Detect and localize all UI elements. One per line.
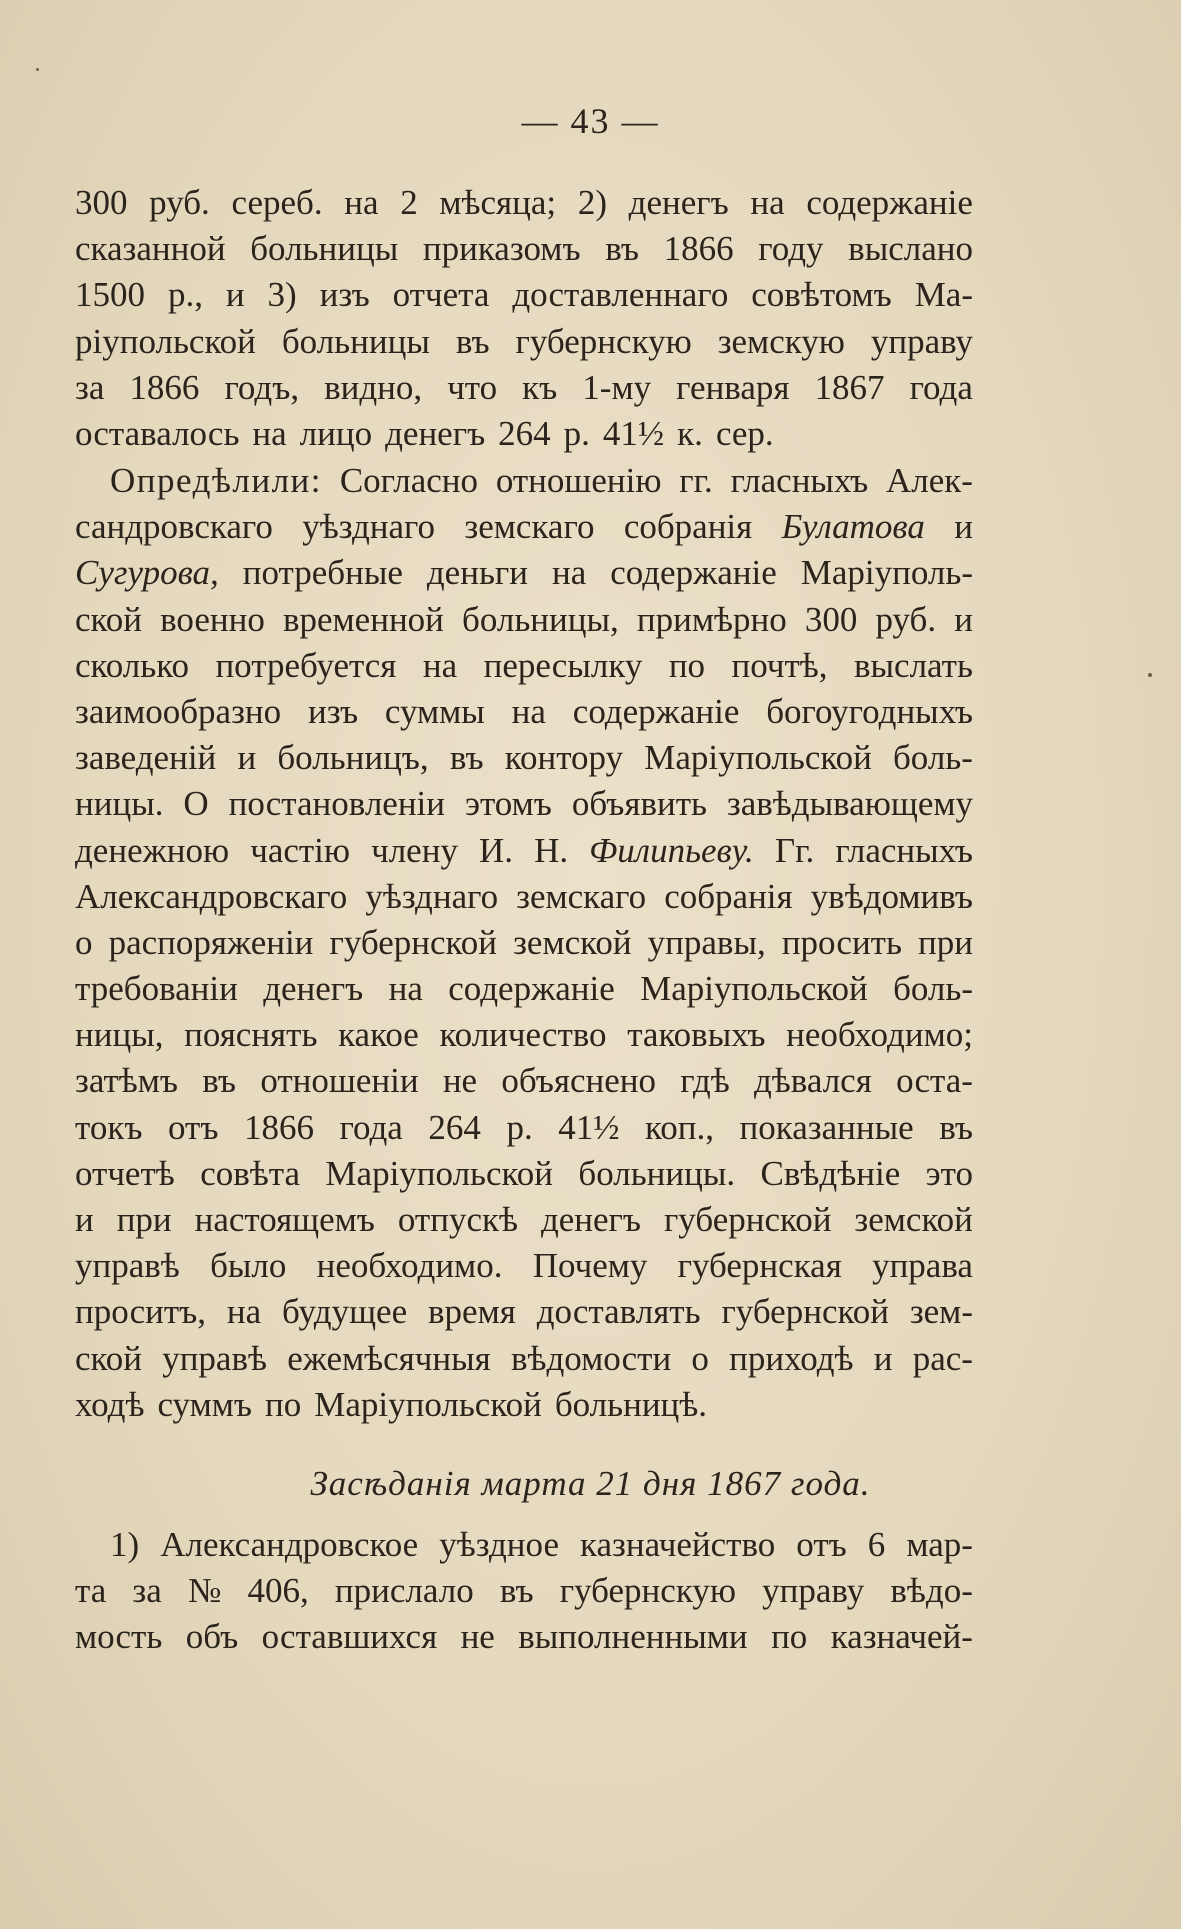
word: Ма- (914, 275, 973, 315)
text-line (75, 781, 973, 827)
word: больницы. (578, 1153, 736, 1193)
word: временной (282, 599, 444, 639)
word: 2 (400, 183, 418, 222)
word: больницѣ. (554, 1384, 708, 1424)
word: содержаніе (610, 553, 777, 593)
word: какое (338, 1015, 419, 1055)
text-line (75, 597, 973, 643)
word: годъ, (224, 367, 300, 407)
word: изъ (307, 691, 359, 731)
paragraph-2 (75, 458, 973, 1428)
word: на (388, 969, 423, 1009)
word: пересылку (483, 645, 643, 685)
word: управѣ (162, 1338, 267, 1378)
word: на (344, 183, 379, 222)
word: 2) (577, 183, 607, 222)
word: мѣсяца; (439, 183, 557, 222)
word: ской (75, 1338, 142, 1378)
word: заведеній (75, 738, 217, 778)
word: отношенію (495, 461, 662, 500)
word: за (132, 1571, 162, 1611)
word: сереб. (231, 183, 323, 222)
word: отъ (796, 1525, 847, 1564)
word: выслано (848, 229, 973, 269)
word: въ (449, 738, 484, 778)
text-line (75, 365, 973, 411)
word: 1) (110, 1525, 140, 1564)
word: денегъ (540, 1200, 641, 1239)
word: завѣдывающему (726, 784, 973, 824)
text-line (75, 226, 973, 272)
word: сколько (75, 645, 189, 685)
word: на (226, 1292, 262, 1332)
word: ріупольской (75, 321, 256, 361)
text-line (75, 180, 973, 226)
word: казначей- (830, 1617, 973, 1657)
word: пояснять (184, 1015, 318, 1055)
text-line (75, 1382, 973, 1428)
word: руб. (875, 599, 937, 639)
word: ходѣ (75, 1384, 145, 1424)
word: это (925, 1153, 973, 1193)
word: на (511, 691, 546, 731)
word: содержаніе (448, 969, 615, 1009)
word: показанные (739, 1107, 914, 1147)
word: приказомъ (422, 229, 581, 269)
word: коп., (645, 1107, 714, 1147)
paper-speck (36, 68, 39, 71)
word: доставлять (536, 1292, 701, 1332)
word: объ (185, 1617, 239, 1657)
paragraph-1 (75, 180, 973, 457)
word: ницы, (75, 1015, 164, 1055)
word: ницы. (75, 784, 164, 824)
text-line (75, 319, 973, 365)
word: затѣмъ (75, 1061, 179, 1101)
word: не (442, 1061, 478, 1101)
word: богоугодныхъ (766, 691, 973, 731)
word: въ (939, 1107, 973, 1147)
word: больницы (281, 321, 430, 361)
word: приходѣ (729, 1338, 854, 1378)
word: земской (513, 922, 632, 962)
word: губернскую (559, 1571, 736, 1611)
word: лицо (299, 413, 373, 453)
word: Александровскаго (75, 876, 348, 916)
word: управѣ (75, 1246, 180, 1286)
word: 1866 (663, 229, 734, 269)
word: и (237, 738, 257, 778)
word: оставалось (75, 413, 240, 453)
word: губернскую (515, 321, 692, 361)
word: Маріупольской (314, 1384, 542, 1424)
word: Маріупольской (640, 969, 868, 1009)
word: настоящемъ (194, 1200, 375, 1239)
word: боль- (892, 738, 973, 778)
word: больницъ, (277, 738, 429, 778)
word: руб. (149, 183, 210, 222)
word: губернской (721, 1292, 889, 1332)
word: 1500 (75, 275, 145, 315)
word: генваря (676, 367, 790, 407)
word: о (691, 1338, 709, 1378)
word: гласныхъ (730, 461, 869, 500)
word: совѣтомъ (751, 275, 892, 315)
word: р. (563, 413, 590, 453)
word: ской (75, 599, 142, 639)
word: уѣздное (439, 1525, 559, 1564)
word: земской (854, 1200, 973, 1239)
word: денегъ (385, 413, 486, 453)
text-line (75, 1197, 973, 1243)
word: та (75, 1571, 107, 1611)
word: въ (202, 1061, 237, 1101)
word: 6 (867, 1525, 886, 1564)
word: по (265, 1384, 302, 1424)
text-line (75, 1336, 973, 1382)
word: отъ (167, 1107, 219, 1147)
text-line (75, 1243, 973, 1289)
word: просить (781, 922, 902, 962)
word: примѣрно (636, 599, 787, 639)
word: токъ (75, 1107, 143, 1147)
word: выполненными (518, 1617, 748, 1657)
word: вѣдо- (890, 1571, 973, 1611)
word: частію (250, 830, 351, 870)
word: военно (160, 599, 265, 639)
word: къ (522, 367, 558, 407)
text-line (75, 1568, 973, 1614)
word: Алек- (886, 461, 973, 500)
word: управа (872, 1246, 973, 1286)
word: суммъ (157, 1384, 252, 1424)
word: уѣзднаго (365, 876, 499, 916)
word: совѣта (200, 1153, 301, 1193)
word: оставшихся (261, 1617, 438, 1657)
section-heading: Засѣданія марта 21 дня 1867 года. (310, 1464, 871, 1503)
word: оста- (896, 1061, 973, 1101)
word: суммы (384, 691, 485, 731)
word: земскаго (516, 876, 647, 916)
word: Свѣдѣніе (760, 1153, 901, 1193)
word: собранія (664, 876, 793, 916)
word: увѣдомивъ (810, 876, 973, 916)
word: 3) (267, 275, 297, 315)
word: по (668, 645, 706, 685)
text-line (75, 874, 973, 920)
word: 264 (428, 1107, 481, 1147)
word: отчетѣ (75, 1153, 175, 1193)
word: видно, (324, 367, 423, 407)
word: мость (75, 1617, 163, 1657)
word: сандровскаго (75, 507, 273, 547)
word: заимообразно (75, 691, 282, 731)
word: Филипьеву. (589, 830, 754, 870)
word: потребуется (215, 645, 397, 685)
word: гласныхъ (835, 830, 973, 870)
word: Булатова (781, 507, 925, 547)
word: требованіи (75, 969, 238, 1009)
word: сер. (715, 413, 774, 453)
word: губернской (329, 922, 497, 962)
paper-speck (1148, 673, 1152, 677)
word: Согласно (339, 461, 479, 500)
text-line (75, 643, 973, 689)
word: 41½ (558, 1107, 620, 1147)
word: на (750, 183, 785, 222)
word: необходимо. (316, 1246, 503, 1286)
word: деньги (426, 553, 528, 593)
word: и (954, 507, 973, 547)
word: 406, (247, 1571, 309, 1611)
word: губернская (677, 1246, 842, 1286)
word: таковыхъ (627, 1015, 766, 1055)
word: гдѣ (680, 1061, 730, 1101)
word: Гг. (774, 830, 815, 870)
word: въ (499, 1571, 534, 1611)
text-line (75, 504, 973, 550)
word: губернской (663, 1200, 832, 1239)
word: 41½ (602, 413, 665, 453)
word: рас- (912, 1338, 973, 1378)
word: управу (762, 1571, 865, 1611)
text-line (75, 1105, 973, 1151)
text-line (75, 411, 973, 457)
word: о (75, 922, 93, 962)
word: доставленнаго (512, 275, 729, 315)
word: 1866 (129, 367, 200, 407)
word: члену (371, 830, 458, 870)
word: 1-му (582, 367, 652, 407)
text-line (75, 735, 973, 781)
word: въ (455, 321, 490, 361)
word: года (339, 1107, 403, 1147)
word: изъ (319, 275, 370, 315)
word: объявить (571, 784, 707, 824)
word: денежною (75, 830, 230, 870)
word: Почему (532, 1246, 648, 1286)
word: ежемѣсячныя (287, 1338, 491, 1378)
text-line (75, 272, 973, 318)
word: Маріуполь- (800, 553, 973, 593)
word: потребные (242, 553, 403, 593)
word: было (210, 1246, 287, 1286)
word: года (909, 367, 973, 407)
word: этомъ (464, 784, 552, 824)
word: казначейство (580, 1525, 776, 1564)
text-line (75, 1058, 973, 1104)
word: время (428, 1292, 516, 1332)
text-line (75, 920, 973, 966)
word: году (758, 229, 824, 269)
word: 1867 (814, 367, 885, 407)
word: на (252, 413, 287, 453)
word: въ (605, 229, 639, 269)
word: содержаніе (806, 183, 973, 222)
text-line (75, 1289, 973, 1335)
text-line (75, 828, 973, 874)
word: больницы, (462, 599, 619, 639)
word: Маріупольской (325, 1153, 553, 1193)
word: 1866 (243, 1107, 314, 1147)
paragraph-3 (75, 1522, 973, 1661)
word: управу (870, 321, 973, 361)
word: необходимо; (786, 1015, 973, 1055)
word: вѣдомости (510, 1338, 672, 1378)
word: Александровское (160, 1525, 419, 1564)
word: р., (167, 275, 203, 315)
word: постановленіи (228, 784, 445, 824)
word: сказанной (75, 229, 226, 269)
word: денегъ (263, 969, 364, 1009)
word: больницы (250, 229, 399, 269)
word: и (954, 599, 973, 639)
word: 300 (75, 183, 128, 222)
word: за (75, 367, 105, 407)
word: Сугурова, (75, 553, 219, 593)
word: 264 (498, 413, 551, 453)
word: 300 (804, 599, 858, 639)
word: земскаго (464, 507, 595, 547)
word: проситъ, (75, 1292, 207, 1332)
text-line (75, 689, 973, 735)
word: объяснено (501, 1061, 657, 1101)
word: Опредѣлили: (110, 461, 323, 500)
word: выслать (854, 645, 973, 685)
word: что (447, 367, 498, 407)
word: земскую (717, 321, 845, 361)
text-line (75, 1012, 973, 1058)
word: по (771, 1617, 808, 1657)
word: на (422, 645, 458, 685)
text-line (75, 458, 973, 504)
word: денегъ (628, 183, 729, 222)
word: будущее (282, 1292, 408, 1332)
word: отпускѣ (397, 1200, 518, 1239)
text-line (75, 550, 973, 596)
word: О (183, 784, 209, 824)
word: р. (506, 1107, 533, 1147)
word: и (873, 1338, 893, 1378)
word: И. (479, 830, 514, 870)
text-line (75, 966, 973, 1012)
word: отношеніи (260, 1061, 419, 1101)
word: количество (439, 1015, 607, 1055)
word: контору (504, 738, 624, 778)
word: прислало (334, 1571, 474, 1611)
word: и (75, 1200, 94, 1239)
word: к. (677, 413, 703, 453)
word: Н. (534, 830, 569, 870)
word: при (116, 1200, 172, 1239)
text-line (75, 1614, 973, 1660)
word: и (225, 275, 245, 315)
word: боль- (893, 969, 973, 1009)
word: отчета (392, 275, 490, 315)
word: зем- (909, 1292, 973, 1332)
word: почтѣ, (731, 645, 828, 685)
word: мар- (906, 1525, 973, 1564)
word: уѣзднаго (302, 507, 436, 547)
word: собранія (623, 507, 753, 547)
word: содержаніе (572, 691, 740, 731)
page-number: — 43 — (521, 101, 660, 141)
word: № (187, 1571, 222, 1611)
word: Маріупольской (644, 738, 872, 778)
word: распоряженіи (108, 922, 314, 962)
word: дѣвался (754, 1061, 872, 1101)
word: на (551, 553, 587, 593)
text-line (75, 1522, 973, 1568)
word: при (918, 922, 973, 962)
word: гг. (679, 461, 713, 500)
word: управы, (647, 922, 766, 962)
text-line (75, 1151, 973, 1197)
word: не (460, 1617, 495, 1657)
